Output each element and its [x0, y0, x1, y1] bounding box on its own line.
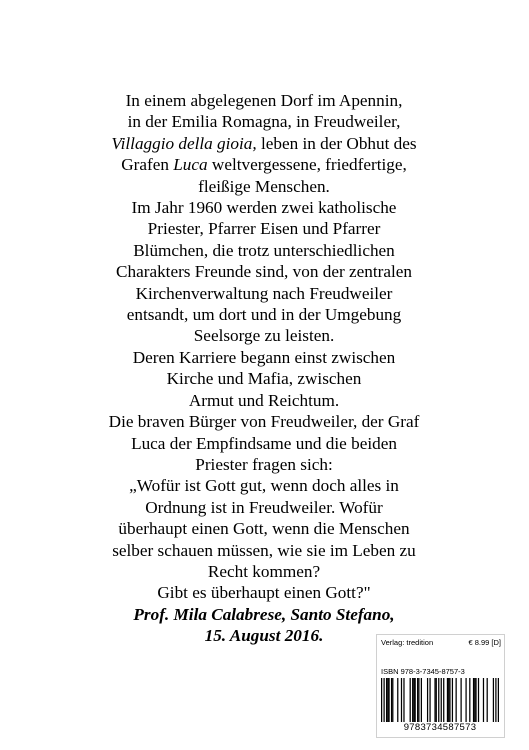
blurb-segment: Luca — [173, 155, 208, 175]
barcode-bar — [381, 678, 382, 722]
barcode-bar — [475, 678, 476, 722]
blurb-segment: Ordnung ist in Freudweiler. Wofür — [145, 497, 383, 517]
blurb-segment: Die braven Bürger von Freudweiler, der Graf — [108, 412, 420, 432]
blurb-line — [68, 561, 460, 582]
blurb-segment: Armut und Reichtum. — [188, 390, 340, 410]
blurb-line — [68, 176, 460, 197]
blurb-segment: Blümchen, die trotz unterschiedlichen — [133, 240, 395, 260]
blurb-line — [68, 582, 460, 603]
barcode-bar — [448, 678, 449, 722]
barcode-bar — [421, 678, 422, 722]
barcode-bar — [493, 678, 494, 722]
barcode-bar — [415, 678, 416, 722]
barcode-bar — [410, 678, 411, 722]
blurb-segment: Kirche und Mafia, zwischen — [166, 369, 362, 389]
barcode-bar — [443, 678, 444, 722]
barcode-bar — [447, 678, 448, 722]
blurb-line — [68, 540, 460, 561]
blurb-line — [68, 411, 460, 432]
blurb-line — [68, 133, 460, 154]
barcode-bar — [386, 678, 387, 722]
blurb-line — [68, 111, 460, 132]
blurb-segment: 15. August 2016. — [204, 626, 324, 646]
blurb-line — [68, 304, 460, 325]
blurb-segment: überhaupt einen Gott, wenn die Menschen — [118, 519, 410, 539]
barcode-bar — [473, 678, 474, 722]
barcode-bar — [452, 678, 453, 722]
barcode-bar — [460, 678, 461, 722]
barcode-bar — [441, 678, 442, 722]
publisher-label: Verlag: tredition — [381, 638, 434, 647]
blurb-segment: Villaggio della gioia, — [111, 133, 257, 153]
barcode-digits: 9783734587573 — [403, 722, 477, 733]
barcode-bar — [383, 678, 384, 722]
blurb-segment: In einem abgelegenen Dorf im Apennin, — [125, 91, 403, 110]
blurb-line — [68, 518, 460, 539]
blurb-line — [68, 390, 460, 411]
blurb-segment: Recht kommen? — [207, 561, 321, 581]
blurb-segment: fleißige Menschen. — [198, 176, 330, 196]
barcode-bar — [498, 678, 499, 722]
blurb-segment: Priester, Pfarrer Eisen und Pfarrer — [147, 219, 381, 239]
barcode-bar — [418, 678, 419, 722]
blurb-line — [68, 261, 460, 282]
barcode-bar — [427, 678, 428, 722]
barcode-box — [377, 635, 504, 737]
barcode-bar — [413, 678, 414, 722]
blurb-line — [68, 283, 460, 304]
blurb-segment: Gibt es überhaupt einen Gott?" — [157, 583, 371, 603]
blurb-text — [68, 90, 460, 647]
barcode-bar — [403, 678, 404, 722]
blurb-segment: „Wofür ist Gott gut, wenn doch alles in — [129, 476, 399, 496]
blurb-line — [68, 218, 460, 239]
blurb-segment: in der Emilia Romagna, in Freudweiler, — [127, 112, 401, 132]
barcode-bar — [388, 678, 389, 722]
blurb-segment: Im Jahr 1960 werden zwei katholische — [131, 198, 397, 218]
barcode-bar — [392, 678, 393, 722]
blurb-line — [68, 497, 460, 518]
barcode-bar — [465, 678, 466, 722]
blurb-line — [68, 240, 460, 261]
blurb-segment: Luca der Empfindsame und die beiden — [131, 433, 397, 453]
blurb-line — [68, 325, 460, 346]
barcode-bar — [397, 678, 398, 722]
barcode-bar — [438, 678, 439, 722]
blurb-line — [68, 90, 460, 111]
blurb-line — [68, 154, 460, 175]
barcode-bar — [478, 678, 479, 722]
barcode-image — [381, 678, 499, 722]
blurb-segment: Prof. Mila Calabrese, Santo Stefano, — [133, 604, 395, 624]
barcode-bar — [387, 678, 388, 722]
blurb-segment: Deren Karriere begann einst zwischen — [132, 347, 396, 367]
barcode-bar — [417, 678, 418, 722]
blurb-segment: Grafen — [121, 155, 174, 175]
barcode-bar — [483, 678, 484, 722]
blurb-segment: Seelsorge zu leisten. — [193, 326, 335, 346]
blurb-line — [68, 475, 460, 496]
barcode-bar — [436, 678, 437, 722]
barcode-bar — [449, 678, 450, 722]
barcode-bar — [495, 678, 496, 722]
blurb-segment: Kirchenverwaltung nach Freudweiler — [135, 283, 393, 303]
barcode-bar — [412, 678, 413, 722]
barcode-bar — [487, 678, 488, 722]
blurb-line — [68, 604, 460, 625]
blurb-line — [68, 347, 460, 368]
barcode-bar — [456, 678, 457, 722]
blurb-segment: entsandt, um dort und in der Umgebung — [126, 305, 402, 325]
blurb-line — [68, 197, 460, 218]
price-label: € 8.99 [D] — [468, 638, 501, 647]
barcode-bar — [469, 678, 470, 722]
barcode-bar — [474, 678, 475, 722]
barcode-bar — [434, 678, 435, 722]
isbn-label: ISBN 978-3-7345-8757-3 — [381, 667, 465, 676]
barcode-bar — [391, 678, 392, 722]
barcode-bar — [429, 678, 430, 722]
blurb-segment: Priester fragen sich: — [195, 454, 333, 474]
blurb-segment: weltvergessene, friedfertige, — [207, 155, 407, 175]
blurb-segment: Charakters Freunde sind, von der zentralen — [116, 262, 412, 282]
blurb-line — [68, 433, 460, 454]
blurb-segment: selber schauen müssen, wie sie im Leben zu — [112, 540, 416, 560]
blurb-line — [68, 454, 460, 475]
blurb-segment: leben in der Obhut des — [256, 133, 417, 153]
barcode-bar — [401, 678, 402, 722]
blurb-line — [68, 368, 460, 389]
